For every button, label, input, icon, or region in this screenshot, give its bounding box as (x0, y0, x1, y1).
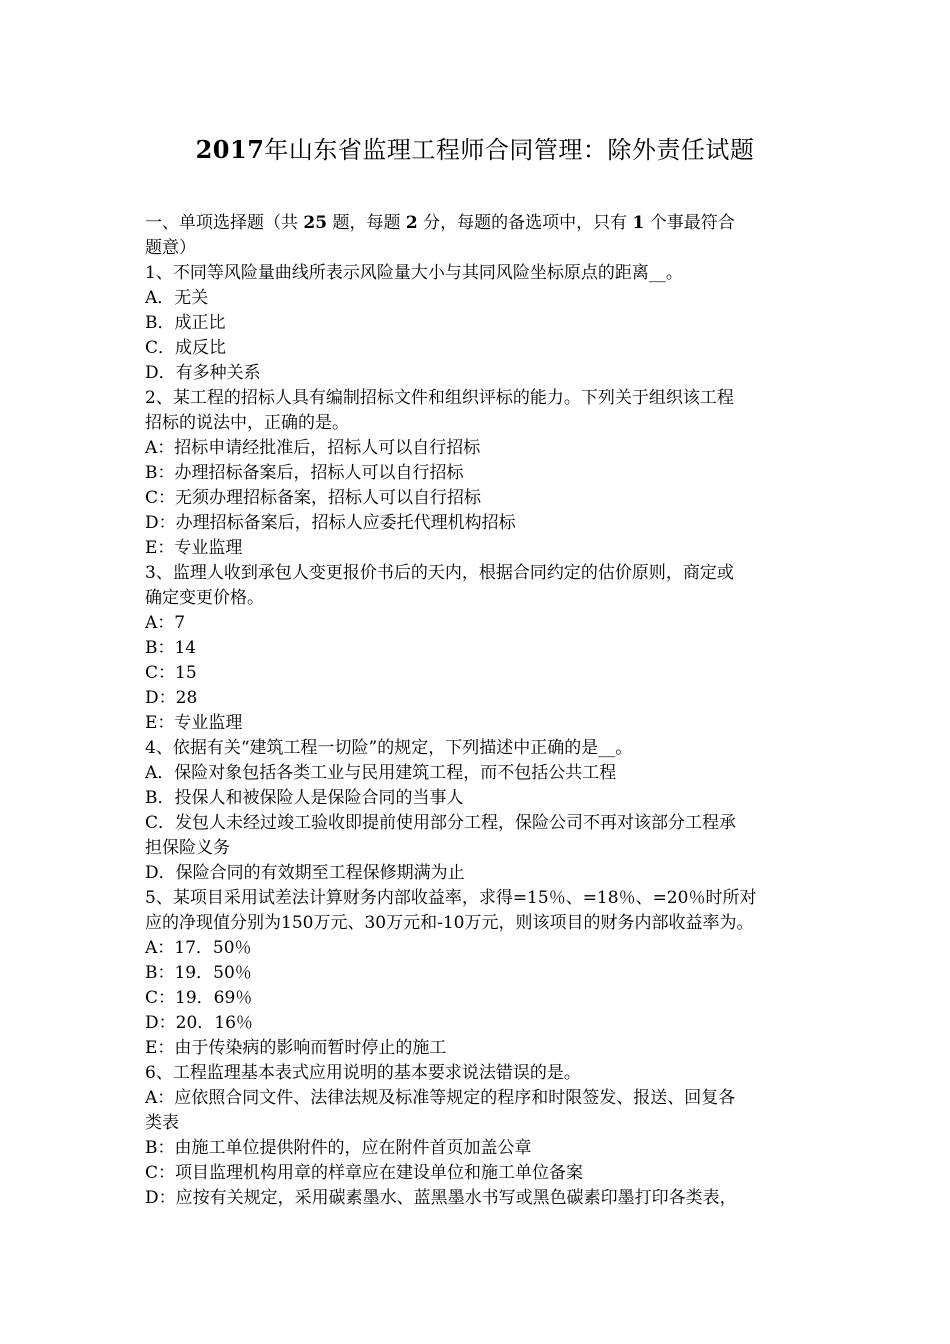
option-line: D：20．16％ (145, 1013, 253, 1033)
option-line: A：7 (145, 613, 186, 633)
question-count: 25 (303, 213, 328, 233)
question-5: 5、某项目采用试差法计算财务内部收益率，求得=15％、=18％、=20％时所对 (145, 888, 757, 908)
option-line: C．成反比 (145, 338, 227, 358)
question-3-continued: 确定变更价格。 (145, 588, 264, 608)
option-line: A：应依照合同文件、法律法规及标准等规定的程序和时限签发、报送、回复各 (145, 1088, 736, 1108)
option-line: A．保险对象包括各类工业与民用建筑工程，而不包括公共工程 (145, 763, 617, 783)
option-line: D：28 (145, 688, 198, 708)
title-year: 2017 (195, 135, 265, 164)
option-line: D．保险合同的有效期至工程保修期满为止 (145, 863, 465, 883)
question-5-continued: 应的净现值分别为150万元、30万元和-10万元，则该项目的财务内部收益率为。 (145, 913, 754, 933)
document-body (145, 211, 810, 1211)
option-line: B．成正比 (145, 313, 226, 333)
option-line: E：专业监理 (145, 713, 243, 733)
option-line: B．投保人和被保险人是保险合同的当事人 (145, 788, 464, 808)
section-heading-part: 个事最符合 (644, 213, 735, 233)
option-line: B：19．50％ (145, 963, 252, 983)
option-line: B：14 (145, 638, 197, 658)
section-heading (145, 211, 810, 236)
correct-option-count: 1 (632, 213, 645, 233)
option-line: E：专业监理 (145, 538, 243, 558)
title-text: 年山东省监理工程师合同管理：除外责任试题 (264, 136, 755, 164)
option-line: C：19．69％ (145, 988, 253, 1008)
option-line: D：办理招标备案后，招标人应委托代理机构招标 (145, 513, 516, 533)
option-line: E：由于传染病的影响而暂时停止的施工 (145, 1038, 447, 1058)
option-line: A：招标申请经批准后，招标人可以自行招标 (145, 438, 481, 458)
option-line: C：无须办理招标备案，招标人可以自行招标 (145, 488, 482, 508)
option-line: D：应按有关规定，采用碳素墨水、蓝黑墨水书写或黑色碳素印墨打印各类表， (145, 1188, 737, 1208)
question-3: 3、监理人收到承包人变更报价书后的天内，根据合同约定的估价原则，商定或 (145, 563, 734, 583)
option-line: D．有多种关系 (145, 363, 261, 383)
section-heading-continued: 题意） (145, 238, 196, 258)
option-line: A：17．50％ (145, 938, 252, 958)
points-per-question: 2 (405, 213, 418, 233)
question-2-continued: 招标的说法中，正确的是。 (145, 413, 349, 433)
document-title (0, 134, 950, 166)
option-line: C：15 (145, 663, 197, 683)
option-line: C．发包人未经过竣工验收即提前使用部分工程，保险公司不再对该部分工程承 (145, 813, 737, 833)
section-heading-part: 分，每题的备选项中，只有 (417, 213, 633, 233)
question-4: 4、依据有关“建筑工程一切险”的规定，下列描述中正确的是__。 (145, 738, 633, 758)
option-line-continued: 担保险义务 (145, 838, 230, 858)
option-line: A．无关 (145, 288, 209, 308)
option-line: B：办理招标备案后，招标人可以自行招标 (145, 463, 464, 483)
question-1: 1、不同等风险量曲线所表示风险量大小与其同风险坐标原点的距离__。 (145, 263, 683, 283)
option-line: B：由施工单位提供附件的，应在附件首页加盖公章 (145, 1138, 532, 1158)
question-6: 6、工程监理基本表式应用说明的基本要求说法错误的是。 (145, 1063, 581, 1083)
section-heading-part: 一、单项选择题（共 (145, 213, 304, 233)
section-heading-part: 题，每题 (327, 213, 406, 233)
question-2: 2、某工程的招标人具有编制招标文件和组织评标的能力。下列关于组织该工程 (145, 388, 734, 408)
option-line-continued: 类表 (145, 1113, 179, 1133)
option-line: C：项目监理机构用章的样章应在建设单位和施工单位备案 (145, 1163, 584, 1183)
